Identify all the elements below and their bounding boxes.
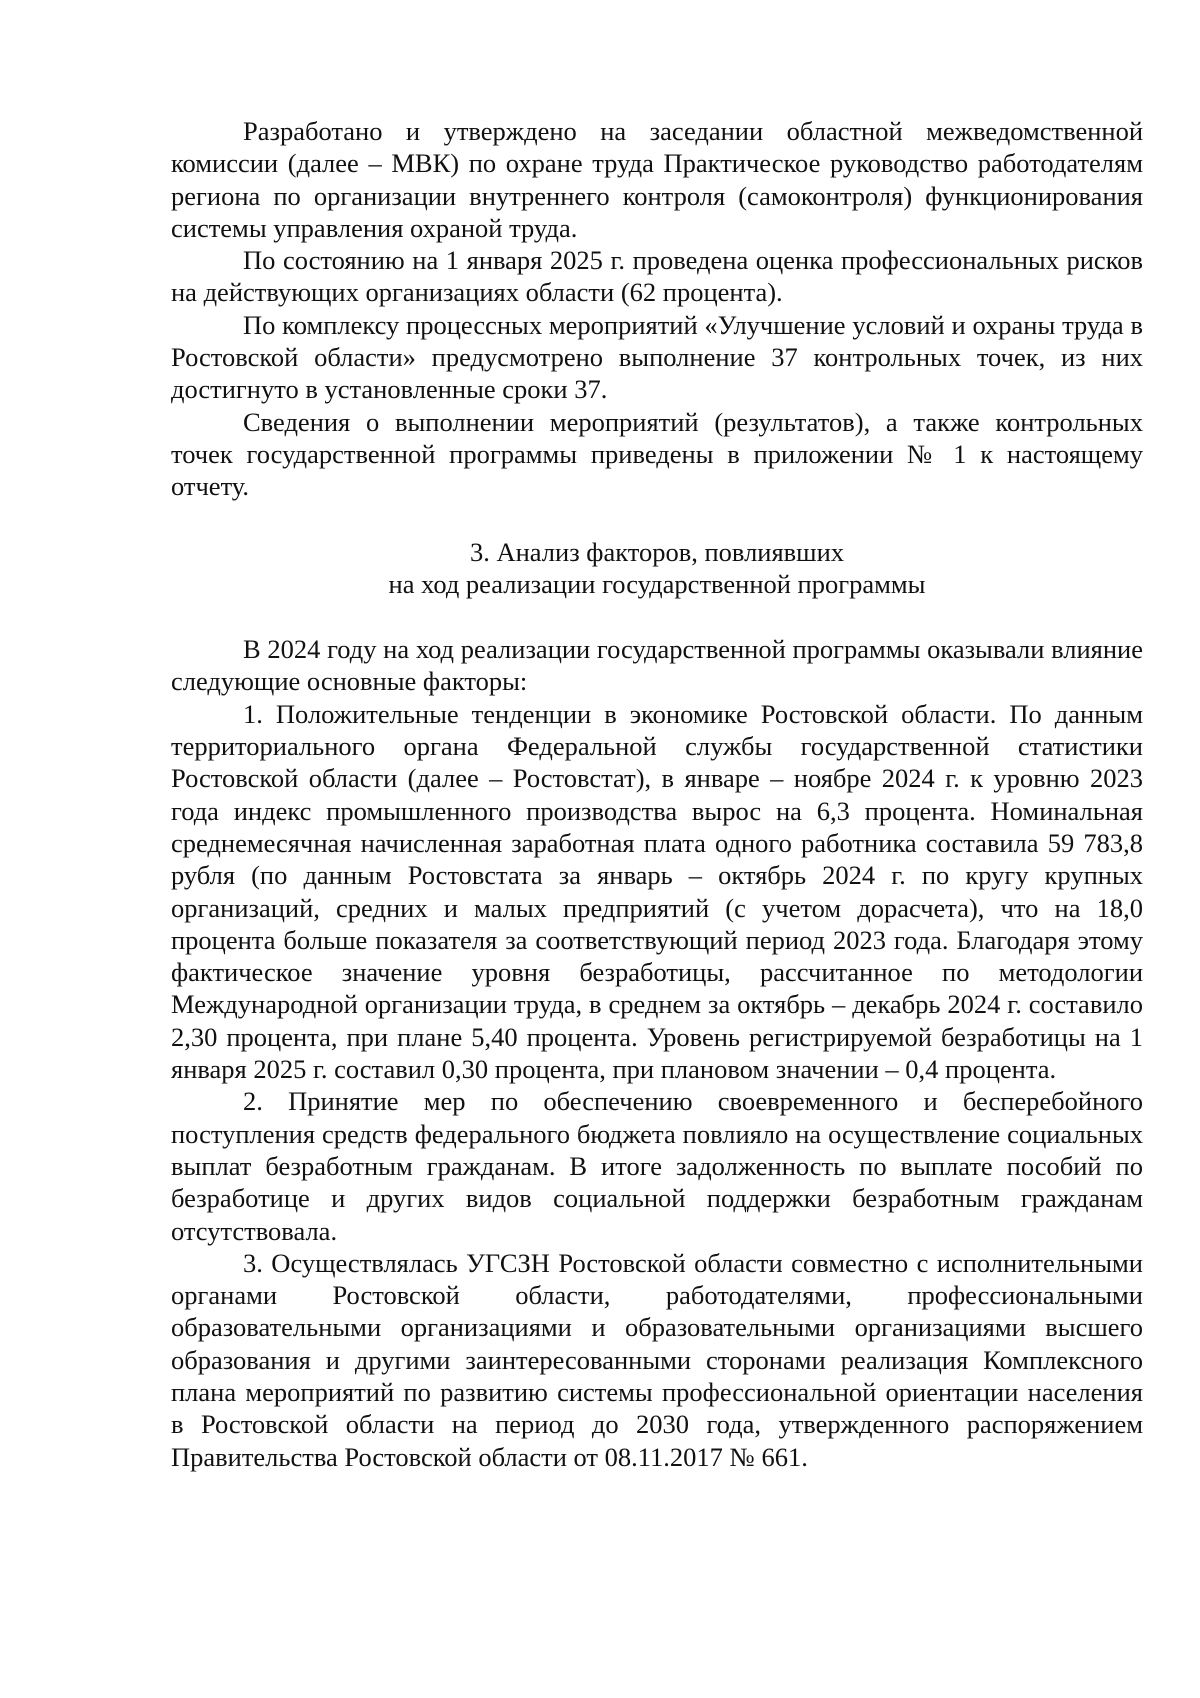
paragraph-risk-assessment: По состоянию на 1 января 2025 г. проведена оценка профессиональных рисков на действующих организациях области (62 процента).: [171, 245, 1143, 308]
paragraph-factor-2-budget: 2. Принятие мер по обеспечению своевременного и бесперебойного поступления средств федерального бюджета повлияло на осуществление социальных выплат безработным гражданам. В итоге задолженность по выплате пособий по безработице и других видов социальной поддержки безработным гражданам отсутствовала.: [171, 1086, 1143, 1246]
paragraph-appendix-reference: Сведения о выполнении мероприятий (результатов), а также контрольных точек государственной программы приведены в приложении № 1 к настоящему отчету.: [171, 406, 1143, 502]
section-heading-line-2: на ход реализации государственной программы: [388, 568, 926, 599]
paragraph-factor-3-career-guidance: 3. Осуществлялась УГСЗН Ростовской области совместно с исполнительными органами Ростовской области, работодателями, профессиональными образовательными организациями и образовательными организациями высшего образования и другими заинтересованными сторонами реализация Комплексного плана мероприятий по развитию системы профессиональной ориентации населения в Ростовской области на период до 2030 года, утвержденного распоряжением Правительства Ростовской области от 08.11.2017 № 661.: [171, 1247, 1143, 1472]
paragraph-factors-intro: В 2024 году на ход реализации государственной программы оказывали влияние следующие основные факторы:: [171, 634, 1143, 697]
section-heading: [171, 536, 1143, 601]
paragraph-mvk-guide: Разработано и утверждено на заседании областной межведомственной комиссии (далее – МВК) по охране труда Практическое руководство работодателям региона по организации внутреннего контроля (самоконтроля) функционирования системы управления охраной труда.: [171, 116, 1143, 243]
paragraph-factor-1-economy: 1. Положительные тенденции в экономике Ростовской области. По данным территориального органа Федеральной службы государственной статистики Ростовской области (далее – Ростовстат), в январе – ноябре 2024 г. к уровню 2023 года индекс промышленного производства вырос на 6,3 процента. Номинальная среднемесячная начисленная заработная плата одного работника составила 59 783,8 рубля (по данным Ростовстата за январь – октябрь 2024 г. по кругу крупных организаций, средних и малых предприятий (с учетом дорасчета), что на 18,0 процента больше показателя за соответствующий период 2023 года. Благодаря этому фактическое значение уровня безработицы, рассчитанное по методологии Международной организации труда, в среднем за октябрь – декабрь 2024 г. составило 2,30 процента, при плане 5,40 процента. Уровень регистрируемой безработицы на 1 января 2025 г. составил 0,30 процента, при плановом значении – 0,4 процента.: [171, 698, 1143, 1085]
paragraph-control-points: По комплексу процессных мероприятий «Улучшение условий и охраны труда в Ростовской области» предусмотрено выполнение 37 контрольных точек, из них достигнуто в установленные сроки 37.: [171, 309, 1143, 405]
section-heading-line-1: 3. Анализ факторов, повлиявших: [469, 536, 845, 567]
page-content: [171, 115, 1143, 1473]
